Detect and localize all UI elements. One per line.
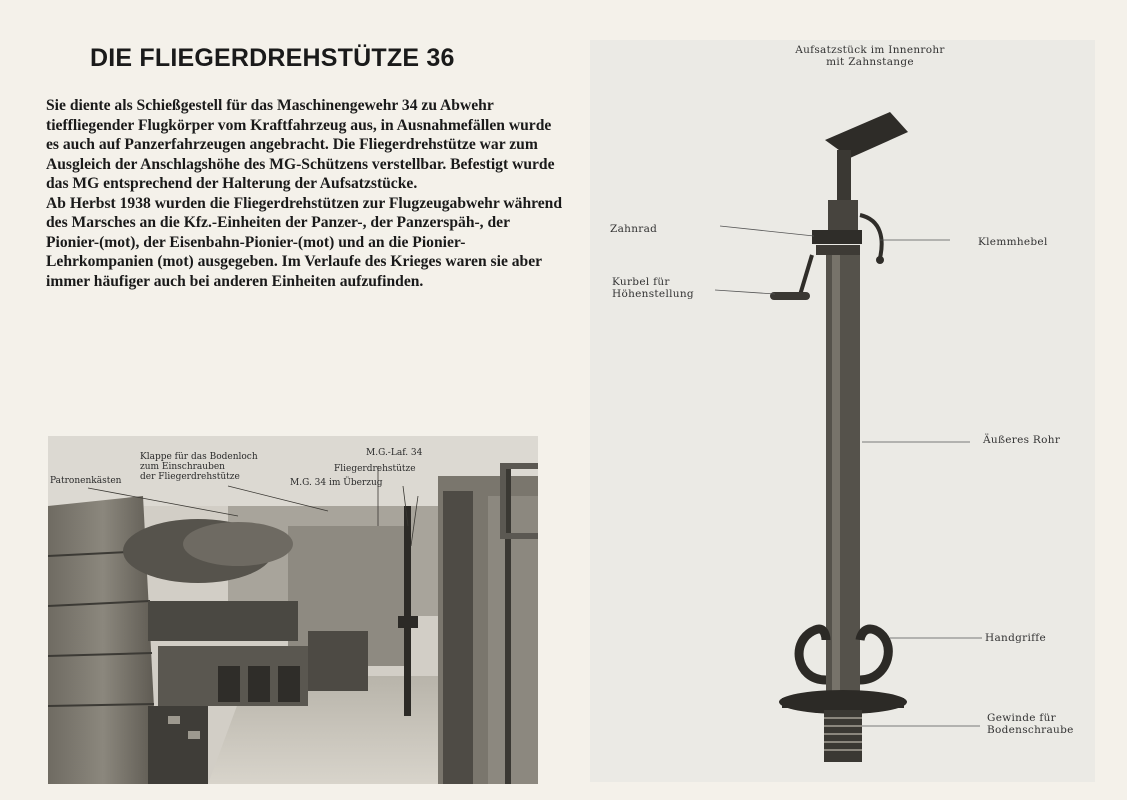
paragraph-1: Sie diente als Schießgestell für das Maschinengewehr 34 zu Abwehr tieffliegender Flugkörper vom Kraftfahrzeug aus, in Ausnahmefällen wurde es auch auf Panzerfahrzeugen angebracht. Die Fliegerdrehstütze war zum Ausgleich der Anschlagshöhe des MG-Schützens verstellbar. Befestigt wurde das MG entsprechend der Halterung der Aufsatzstücke. (46, 97, 555, 192)
article-body (46, 96, 566, 291)
label-zahnrad: Zahnrad (610, 223, 658, 235)
caption-mg-lafette: M.G.-Laf. 34 (366, 448, 423, 458)
label-aeusseres-rohr: Äußeres Rohr (983, 434, 1061, 446)
caption-fliegerdrehstuetze: Fliegerdrehstütze (334, 464, 416, 474)
pedestal-drawing (590, 40, 1095, 782)
label-klemmhebel: Klemmhebel (978, 236, 1048, 248)
caption-klappe: Klappe für das Bodenloch zum Einschrauben der Fliegerdrehstütze (140, 452, 258, 482)
label-kurbel: Kurbel für Höhenstellung (612, 276, 694, 300)
vehicle-interior-photo (48, 436, 538, 784)
label-aufsatzstueck: Aufsatzstück im Innenrohr mit Zahnstange (795, 44, 945, 68)
vehicle-interior-drawing (48, 436, 538, 784)
label-handgriffe: Handgriffe (985, 632, 1046, 644)
page-title: DIE FLIEGERDREHSTÜTZE 36 (90, 44, 455, 72)
label-gewinde: Gewinde für Bodenschraube (987, 712, 1074, 736)
mount-diagram (590, 40, 1095, 782)
caption-mg34-ueberzug: M.G. 34 im Überzug (290, 478, 383, 488)
paragraph-2: Ab Herbst 1938 wurden die Fliegerdrehstützen zur Flugzeugabwehr während des Marsches an die Kfz.-Einheiten der Panzer-, der Panzerspäh-, der Pionier-(mot), der Eisenbahn-Pionier-(mot) und an die Pionier-Lehrkompanien (mot) ausgegeben. Im Verlaufe des Krieges waren sie aber immer häufiger auch bei anderen Einheiten aufzufinden. (46, 194, 563, 290)
caption-patronenkaesten: Patronenkästen (50, 476, 122, 486)
